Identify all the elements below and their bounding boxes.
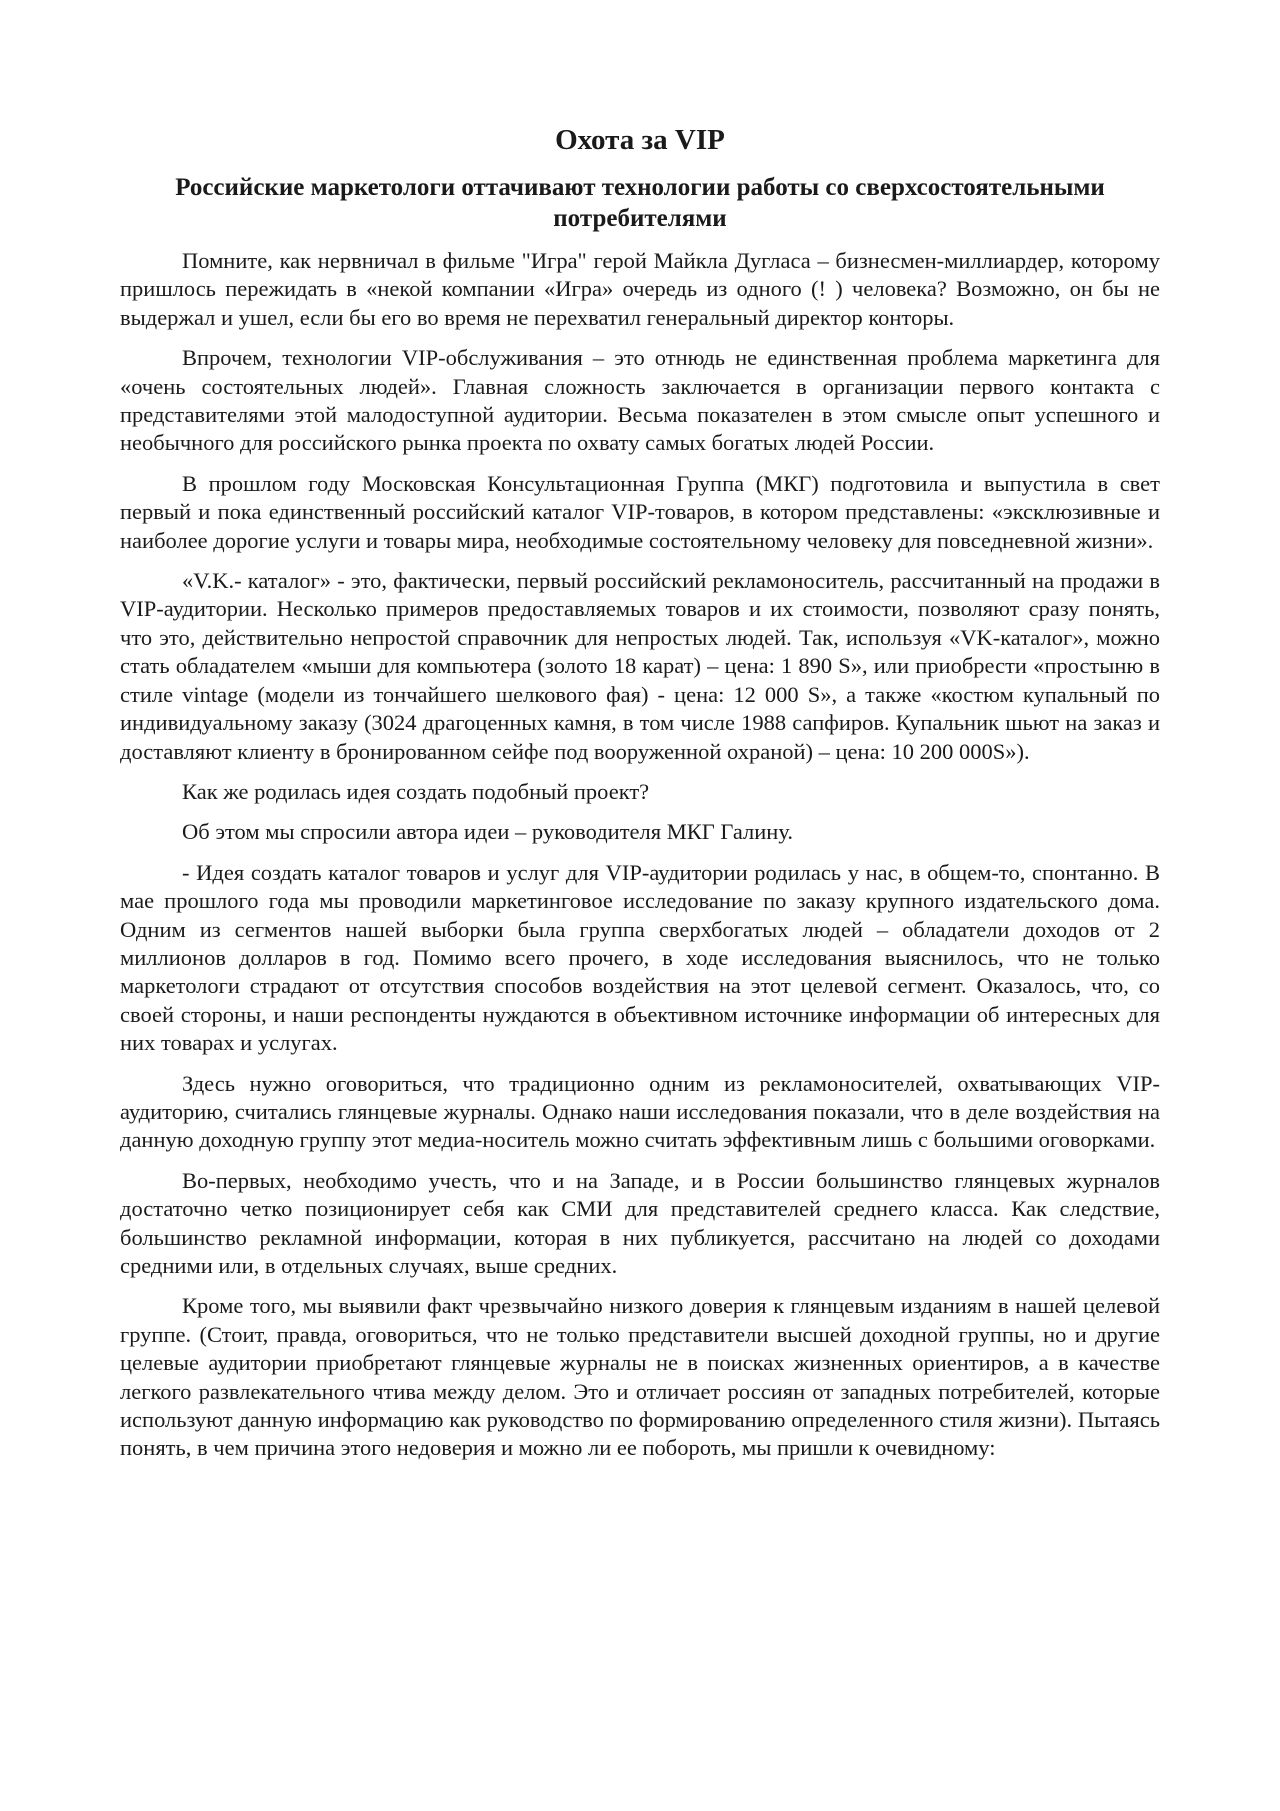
paragraph: Впрочем, технологии VIP-обслуживания – это отнюдь не единственная проблема маркетинга для «очень состоятельных людей». Главная сложность заключается в организации первого контакта с представителями этой малодоступной аудитории. Весьма показателен в этом смысле опыт успешного и необычного для российского рынка проекта по охвату самых богатых людей России. <box>120 345 1160 456</box>
paragraph: Об этом мы спросили автора идеи – руководителя МКГ Галину. <box>182 819 793 845</box>
paragraph: Как же родилась идея создать подобный проект? <box>182 778 650 804</box>
paragraph: Во-первых, необходимо учесть, что и на Западе, и в России большинство глянцевых журналов достаточно четко позиционирует себя как СМИ для представителей среднего класса. Как следствие, большинство рекламной информации, которая в них публикуется, рассчитано на людей со доходами средними или, в отдельных случаях, выше средних. <box>120 1167 1160 1278</box>
paragraph: «V.K.- каталог» - это, фактически, первый российский рекламоноситель, рассчитанный на продажи в VIP-аудитории. Несколько примеров предоставляемых товаров и их стоимости, позволяют сразу понять, что это, действительно непростой справочник для непростых людей. Так, используя «VK-каталог», можно стать обладателем «мыши для компьютера (золото 18 карат) – цена: 1 890 S», или приобрести «простыню в стиле vintage (модели из тончайшего шелкового фая) - цена: 12 000 S», а также «костюм купальный по индивидуальному заказу (3024 драгоценных камня, в том числе 1988 сапфиров. Купальник шьют на заказ и доставляют клиенту в бронированном сейфе под вооруженной охраной) – цена: 10 200 000S»). <box>120 568 1160 764</box>
paragraph: Здесь нужно оговориться, что традиционно одним из рекламоносителей, охватывающих VIP-аудиторию, считались глянцевые журналы. Однако наши исследования показали, что в деле воздействия на данную доходную группу этот медиа-носитель можно считать эффективным лишь с большими оговорками. <box>120 1070 1160 1153</box>
paragraph: Помните, как нервничал в фильме "Игра" герой Майкла Дугласа – бизнесмен-миллиардер, которому пришлось пережидать в «некой компании «Игра» очередь из одного (! ) человека? Возможно, он бы не выдержал и ушел, если бы его во время не перехватил генеральный директор конторы. <box>120 248 1160 330</box>
document-title: Охота за VIP <box>555 124 725 156</box>
paragraph: В прошлом году Московская Консультационная Группа (МКГ) подготовила и выпустила в свет первый и пока единственный российский каталог VIP-товаров, в котором представлены: «эксклюзивные и наиболее дорогие услуги и товары мира, необходимые состоятельному человеку для повседневной жизни». <box>120 470 1160 553</box>
paragraph: Кроме того, мы выявили факт чрезвычайно низкого доверия к глянцевым изданиям в нашей целевой группе. (Стоит, правда, оговориться, что не только представители высшей доходной группы, но и другие целевые аудитории приобретают глянцевые журналы не в поисках жизненных ориентиров, а в качестве легкого развлекательного чтива между делом. Это и отличает россиян от западных потребителей, которые используют данную информацию как руководство по формированию определенного стиля жизни). Пытаясь понять, в чем причина этого недоверия и можно ли ее побороть, мы пришли к очевидному: <box>120 1293 1160 1461</box>
document-body <box>120 122 1160 1475</box>
document-subtitle: Российские маркетологи оттачивают технологии работы со сверхсостоятельными потребителями <box>175 174 1105 232</box>
paragraph: - Идея создать каталог товаров и услуг для VIP-аудитории родилась у нас, в общем-то, спонтанно. В мае прошлого года мы проводили маркетинговое исследование по заказу крупного издательского дома. Одним из сегментов нашей выборки была группа сверхбогатых людей – обладатели доходов от 2 миллионов долларов в год. Помимо всего прочего, в ходе исследования выяснилось, что не только маркетологи страдают от отсутствия способов воздействия на этот целевой сегмент. Оказалось, что, со своей стороны, и наши респонденты нуждаются в объективном источнике информации об интересных для них товарах и услугах. <box>120 859 1160 1056</box>
